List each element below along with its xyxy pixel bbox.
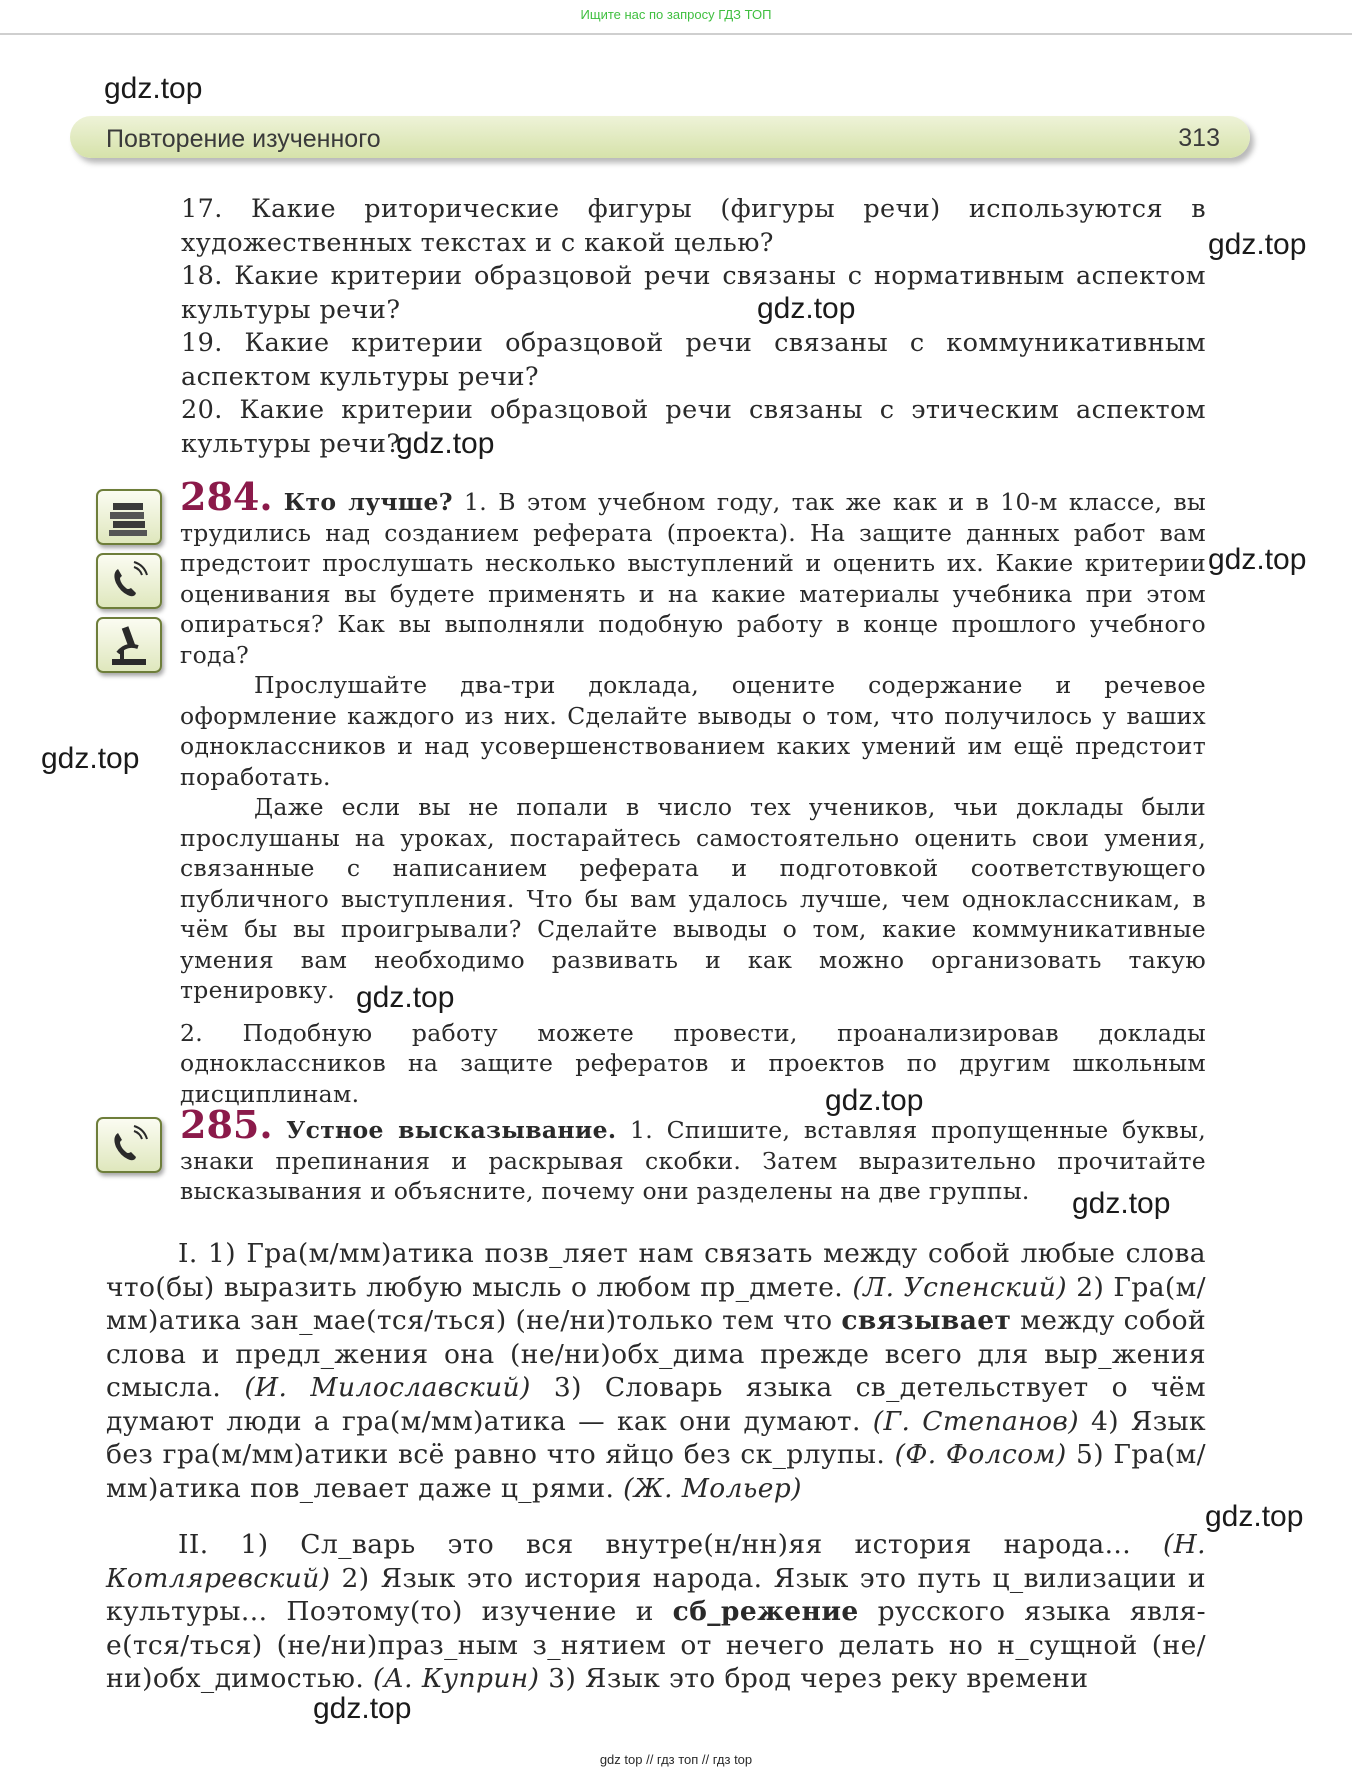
watermark: gdz.top xyxy=(1208,228,1307,261)
quote-text: 4) Язык без гра(м/мм)атики всё равно что яйцо без ск_рлупы. xyxy=(106,1405,1207,1470)
section-header xyxy=(70,116,1250,158)
quote-text: 3) Словарь языка св_детельствует о чём думают люди а гра(м/мм)атика — как они думают. xyxy=(106,1372,1207,1437)
exercise-number: 284. xyxy=(180,474,273,519)
question-item: 18. Какие критерии образцовой речи связаны с нормативным аспектом культуры речи? xyxy=(181,261,1206,325)
review-questions xyxy=(106,193,1206,461)
exercise-paragraph: Даже если вы не попали в число тех учеников, чьи доклады были прослушаны на уроках, постарайтесь самостоятельно оценить свои умения, связанные с написанием реферата и подготовкой соответствующего публичного выступления. Что бы вам удалось лучше, чем одноклассникам, в чём бы вы проигрывали? Сделайте выводы о том, какие коммуникативные умения вам необходимо развивать и как можно организовать такую тренировку. xyxy=(180,793,1206,1004)
top-banner-text: Ищите нас по запросу ГДЗ ТОП xyxy=(580,7,772,22)
quote-text: 5) Гра(м/мм)атика пов_левает даже ц_рями. xyxy=(106,1439,1206,1504)
question-item: 20. Какие критерии образцовой речи связаны с этическим аспектом культуры речи? xyxy=(181,395,1206,459)
quote-text: 2) Язык это история народа. Язык это путь ц_вилизации и культуры... Поэтому(то) изучение и xyxy=(106,1562,1206,1627)
watermark: gdz.top xyxy=(1072,1187,1171,1220)
quote-text: 3) Язык это брод через реку времени xyxy=(548,1663,1089,1694)
exercise-number: 285. xyxy=(180,1102,273,1147)
watermark: gdz.top xyxy=(396,427,495,460)
quote-author: (Л. Успенский) xyxy=(852,1271,1067,1303)
books-icon xyxy=(96,489,162,545)
quote-author: (Ф. Фолсом) xyxy=(894,1439,1067,1470)
quote-text: между собой слова и предл_жения она (не/ни)обх_дима прежде всего для выр_жения смысла. xyxy=(106,1305,1207,1403)
watermark: gdz.top xyxy=(104,72,203,105)
section-title: Повторение изученного xyxy=(106,125,381,153)
exercise-284 xyxy=(180,474,1206,1109)
quote-text: 2) Гра(м/мм)атика зан_мае(тся/ться) (не/ни)только тем что xyxy=(106,1271,1206,1336)
watermark: gdz.top xyxy=(757,292,856,325)
quote-bold-word: сб_режение xyxy=(672,1596,859,1627)
exercise-heading: Устное высказывание. xyxy=(286,1116,617,1144)
watermark: gdz.top xyxy=(825,1084,924,1117)
watermark: gdz.top xyxy=(356,981,455,1014)
footer-links: gdz top // гдз топ // гдз top xyxy=(599,1752,753,1767)
quote-author: (Г. Степанов) xyxy=(872,1405,1079,1437)
microscope-icon xyxy=(96,617,162,673)
quote-text: I. 1) Гра(м/мм)атика позв_ляет нам связать между собой любые слова что(бы) выразить любую мысль о любом пр_дмете. xyxy=(106,1238,1206,1303)
quotes-group-2 xyxy=(106,1528,1206,1696)
quote-bold-word: связывает xyxy=(841,1305,1012,1336)
exercise-paragraph: 1. Спишите, вставляя пропущенные буквы, знаки препинания и раскрывая скобки. Затем выразительно прочитайте высказывания и объясните, почему они разделены на две группы. xyxy=(180,1116,1206,1205)
top-banner xyxy=(0,0,1352,35)
watermark: gdz.top xyxy=(1208,543,1307,576)
page-number: 313 xyxy=(1178,124,1220,152)
watermark: gdz.top xyxy=(313,1692,412,1725)
quotes-group-1 xyxy=(106,1237,1206,1505)
exercise-paragraph: 1. В этом учебном году, так же как и в 10-м классе, вы трудились над созданием реферата (проекта). На защите данных работ вам предстоит прослушать несколько выступлений и оценить их. Какие критерии оценивания вы будете применять и на какие материалы учебника при этом опираться? Как вы выполняли подобную работу в конце прошлого учебного года? xyxy=(180,488,1206,669)
quote-author: (А. Куприн) xyxy=(372,1663,540,1694)
quote-author: (И. Милославский) xyxy=(244,1372,531,1403)
exercise-paragraph: 2. Подобную работу можете провести, проанализировав доклады одноклассников на защите рефератов и проектов по другим школьным дисциплинам. xyxy=(180,1018,1206,1108)
quote-author: (Н. Котляревский) xyxy=(106,1529,1207,1594)
quote-text: II. 1) Сл_варь это вся внутре(н/нн)яя история народа... xyxy=(178,1529,1132,1560)
question-item: 19. Какие критерии образцовой речи связаны с коммуникативным аспектом культуры речи? xyxy=(181,328,1206,392)
quote-text: русского языка явля-е(тся/ться) (не/ни)праз_ным з_нятием от нечего делать но н_сущной (не/ни)обх_димостью. xyxy=(106,1596,1206,1694)
phone-icon xyxy=(96,553,162,609)
exercise-heading: Кто лучше? xyxy=(283,488,453,516)
quote-author: (Ж. Мольер) xyxy=(623,1472,802,1504)
exercise-285 xyxy=(180,1102,1206,1207)
watermark: gdz.top xyxy=(1205,1500,1304,1533)
question-item: 17. Какие риторические фигуры (фигуры речи) используются в художественных текстах и с какой целью? xyxy=(181,194,1206,258)
exercise-paragraph: Прослушайте два-три доклада, оцените содержание и речевое оформление каждого из них. Сделайте выводы о том, что получилось у ваших одноклассников и над усовершенствованием каких умений им ещё предстоит поработать. xyxy=(180,671,1206,791)
watermark: gdz.top xyxy=(41,742,140,775)
phone-icon xyxy=(96,1117,162,1173)
